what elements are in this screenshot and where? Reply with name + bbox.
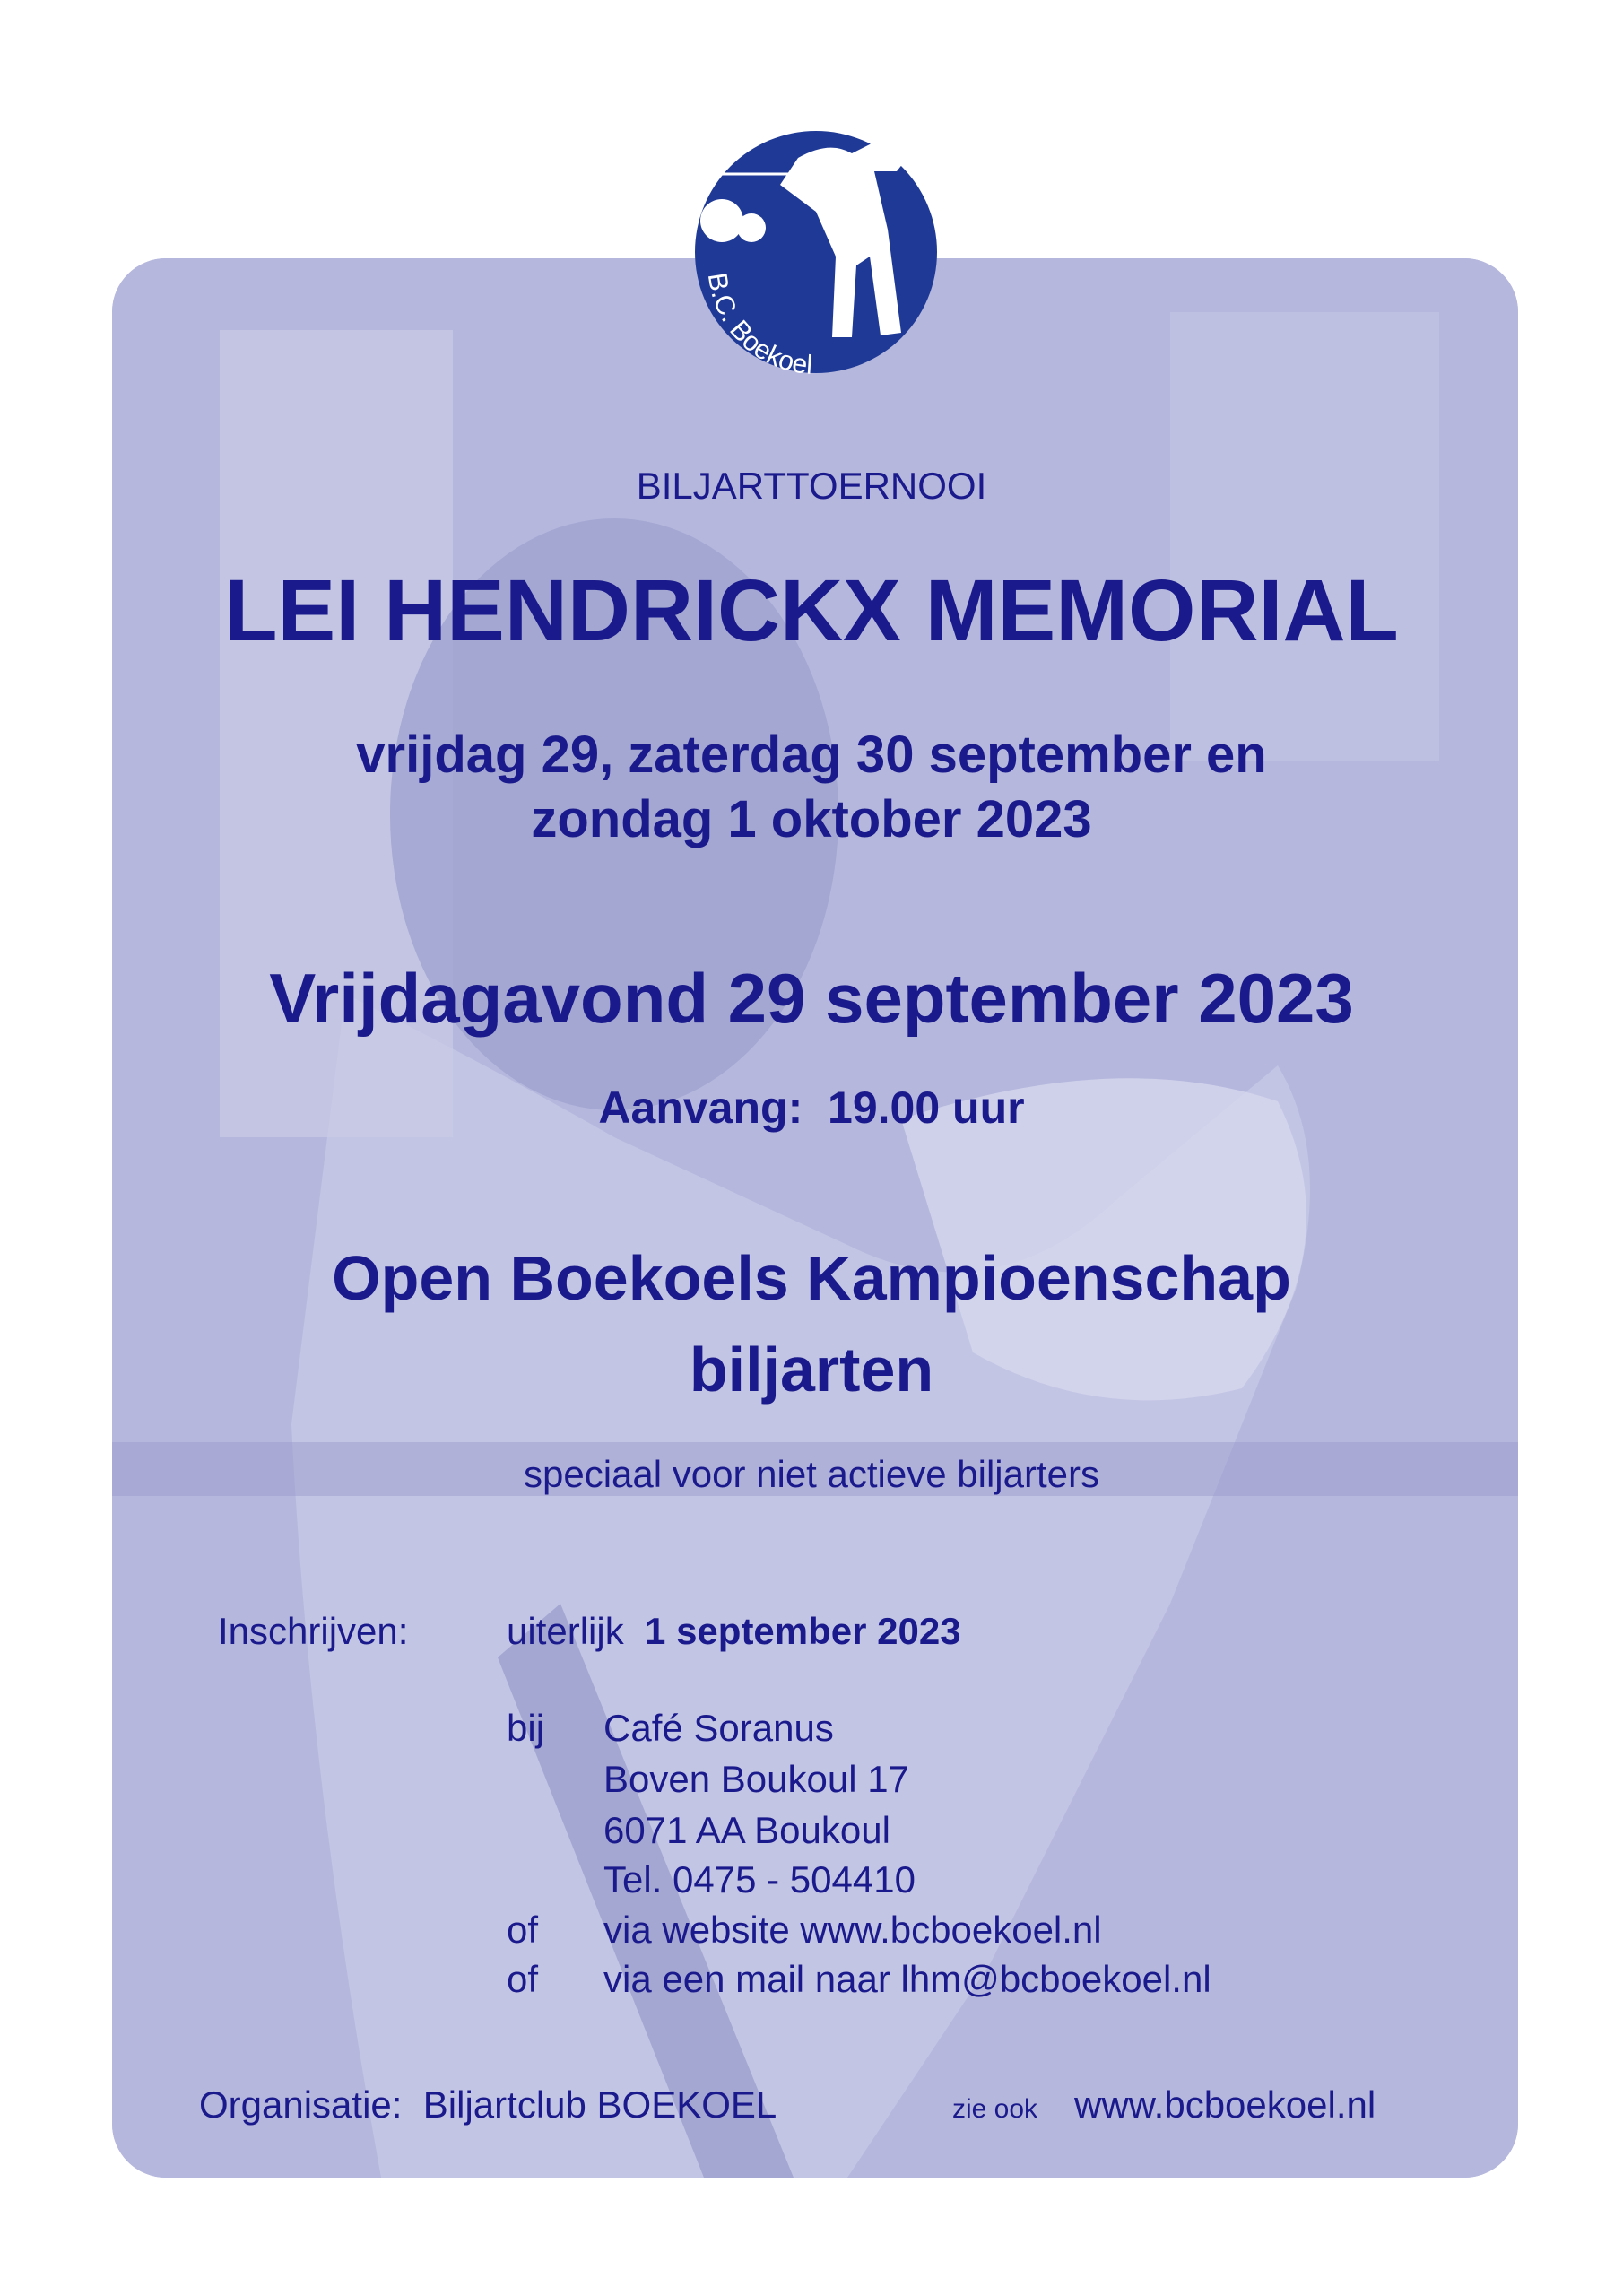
event-name-line-1: Open Boekoels Kampioenschap bbox=[332, 1243, 1291, 1313]
mail-line: via een mail naar lhm@bcboekoel.nl bbox=[603, 1958, 1211, 2000]
start-label: Aanvang: bbox=[598, 1083, 803, 1133]
deadline-date: 1 september 2023 bbox=[645, 1610, 961, 1652]
club-logo bbox=[673, 122, 959, 391]
registration-label: Inschrijven: bbox=[218, 1610, 409, 1652]
venue-street: Boven Boukoul 17 bbox=[603, 1758, 909, 1800]
website-line: via website www.bcboekoel.nl bbox=[603, 1909, 1102, 1951]
footer-website-link[interactable]: www.bcboekoel.nl bbox=[1074, 2083, 1376, 2126]
start-time-value: 19.00 uur bbox=[828, 1083, 1025, 1133]
or-label: of bbox=[507, 1958, 539, 2000]
footer-organisation bbox=[199, 2083, 777, 2126]
event-name-line-2: biljarten bbox=[689, 1335, 934, 1405]
evening-date: Vrijdagavond 29 september 2023 bbox=[269, 959, 1354, 1038]
venue-city: 6071 AA Boukoul bbox=[603, 1809, 890, 1851]
org-name: Biljartclub BOEKOEL bbox=[422, 2083, 777, 2126]
page-title: LEI HENDRICKX MEMORIAL bbox=[224, 561, 1399, 659]
or-label: of bbox=[507, 1909, 539, 1951]
audience-note: speciaal voor niet actieve biljarters bbox=[524, 1453, 1099, 1495]
kicker: BILJARTTOERNOOI bbox=[636, 465, 987, 507]
registration-deadline bbox=[507, 1610, 961, 1653]
start-time bbox=[0, 1082, 1623, 1134]
logo-text: B.C. Boekoel bbox=[701, 270, 814, 380]
see-also-label: zie ook bbox=[952, 2094, 1038, 2124]
venue-name: Café Soranus bbox=[603, 1707, 834, 1749]
org-label: Organisatie: bbox=[199, 2083, 403, 2126]
at-label: bij bbox=[507, 1707, 545, 1749]
deadline-prefix: uiterlijk bbox=[507, 1610, 624, 1652]
venue-phone: Tel. 0475 - 504410 bbox=[603, 1858, 916, 1900]
dates-line-2: zondag 1 oktober 2023 bbox=[531, 790, 1092, 848]
dates-line-1: vrijdag 29, zaterdag 30 september en bbox=[356, 726, 1267, 784]
